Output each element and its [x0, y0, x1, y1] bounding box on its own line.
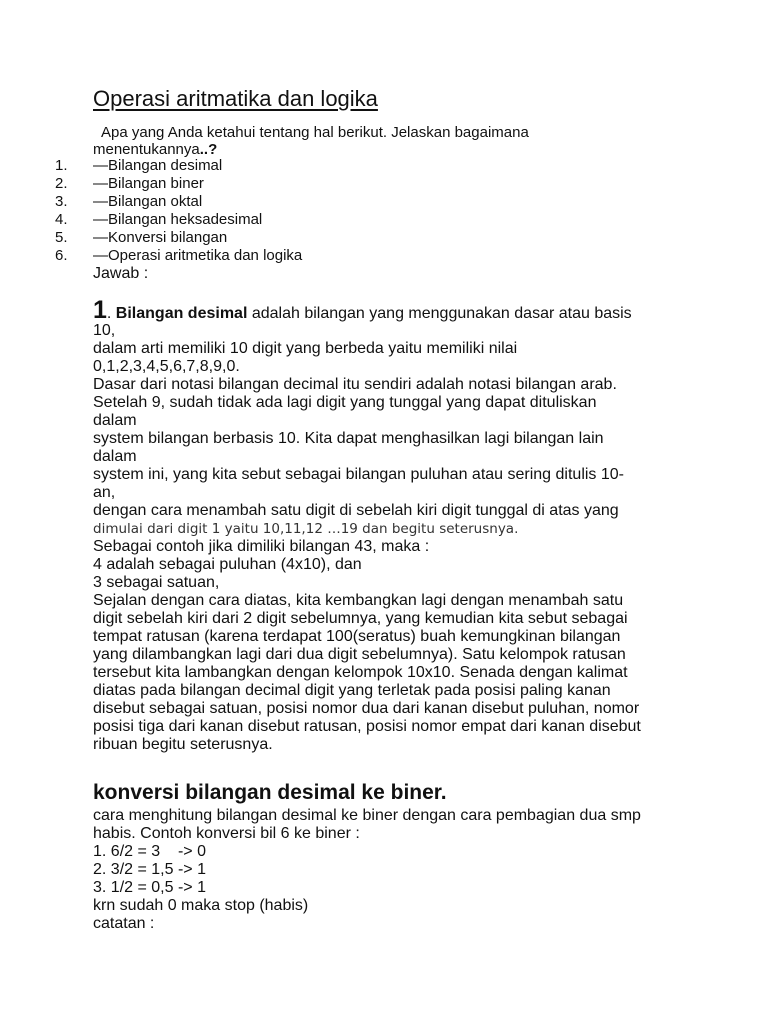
paragraph-line: 10,	[93, 322, 116, 339]
intro-question-mark: ..?	[199, 141, 218, 158]
paragraph-line-small: dimulai dari digit 1 yaitu 10,11,12 …19 dan begitu seterusnya.	[93, 521, 519, 537]
paragraph-line: digit sebelah kiri dari 2 digit sebelumnya, yang kemudian kita sebut sebagai	[93, 610, 628, 627]
list-item: 6. —Operasi aritmetika dan logika	[55, 247, 303, 264]
section-decimal-first-line: 1. Bilangan desimal adalah bilangan yang menggunakan dasar atau basis	[93, 296, 632, 324]
paragraph-line: ribuan begitu seterusnya.	[93, 736, 273, 753]
paragraph-line: catatan :	[93, 915, 155, 932]
list-item: 2. —Bilangan biner	[55, 175, 204, 192]
paragraph-line: an,	[93, 484, 116, 501]
section-term: Bilangan desimal	[115, 305, 248, 322]
paragraph-line: system ini, yang kita sebut sebagai bilangan puluhan atau sering ditulis 10-	[93, 466, 624, 483]
paragraph-line: krn sudah 0 maka stop (habis)	[93, 897, 309, 914]
section-heading-conversion: konversi bilangan desimal ke biner.	[93, 781, 447, 804]
paragraph-line: disebut sebagai satuan, posisi nomor dua dari kanan disebut puluhan, nomor	[93, 700, 640, 717]
paragraph-line: Dasar dari notasi bilangan decimal itu sendiri adalah notasi bilangan arab.	[93, 376, 617, 393]
page-title: Operasi aritmatika dan logika	[93, 86, 378, 111]
paragraph-line: diatas pada bilangan decimal digit yang terletak pada posisi paling kanan	[93, 682, 611, 699]
paragraph-line: dalam	[93, 448, 137, 465]
list-item: 1. —Bilangan desimal	[55, 157, 223, 174]
paragraph-line: 0,1,2,3,4,5,6,7,8,9,0.	[93, 358, 240, 375]
paragraph-line: dalam	[93, 412, 137, 429]
paragraph-line: system bilangan berbasis 10. Kita dapat menghasilkan lagi bilangan lain	[93, 430, 604, 447]
paragraph-line: yang dilambangkan lagi dari dua digit sebelumnya). Satu kelompok ratusan	[93, 646, 626, 663]
paragraph-line: Setelah 9, sudah tidak ada lagi digit yang tunggal yang dapat dituliskan	[93, 394, 597, 411]
paragraph-line: 3 sebagai satuan,	[93, 574, 220, 591]
answer-label: Jawab :	[93, 265, 149, 282]
paragraph-line: tempat ratusan (karena terdapat 100(seratus) buah kemungkinan bilangan	[93, 628, 621, 645]
paragraph-line: posisi tiga dari kanan disebut ratusan, posisi nomor empat dari kanan disebut	[93, 718, 641, 735]
paragraph-line: dalam arti memiliki 10 digit yang berbeda yaitu memiliki nilai	[93, 340, 518, 357]
paragraph-line: tersebut kita lambangkan dengan kelompok 10x10. Senada dengan kalimat	[93, 664, 628, 681]
conversion-step: 1. 6/2 = 3 -> 0	[93, 843, 206, 860]
paragraph-line: Sebagai contoh jika dimiliki bilangan 43, maka :	[93, 538, 430, 555]
paragraph-line: Sejalan dengan cara diatas, kita kembangkan lagi dengan menambah satu	[93, 592, 624, 609]
paragraph-line: cara menghitung bilangan desimal ke biner dengan cara pembagian dua smp	[93, 807, 641, 824]
paragraph-line: habis. Contoh konversi bil 6 ke biner :	[93, 825, 360, 842]
section-decimal	[93, 298, 693, 754]
list-item: 5. —Konversi bilangan	[55, 229, 228, 246]
intro-paragraph	[93, 124, 693, 158]
conversion-step: 2. 3/2 = 1,5 -> 1	[93, 861, 206, 878]
section-number: 1	[93, 296, 107, 324]
section-conversion	[93, 807, 693, 933]
paragraph-line: dengan cara menambah satu digit di sebelah kiri digit tunggal di atas yang	[93, 502, 619, 519]
list-item: 3. —Bilangan oktal	[55, 193, 203, 210]
intro-line-2: menentukannya..?	[93, 141, 218, 158]
intro-line-1: Apa yang Anda ketahui tentang hal berikut. Jelaskan bagaimana	[101, 124, 529, 141]
conversion-step: 3. 1/2 = 0,5 -> 1	[93, 879, 206, 896]
list-item: 4. —Bilangan heksadesimal	[55, 211, 263, 228]
question-list	[0, 157, 600, 265]
paragraph-line: 4 adalah sebagai puluhan (4x10), dan	[93, 556, 362, 573]
